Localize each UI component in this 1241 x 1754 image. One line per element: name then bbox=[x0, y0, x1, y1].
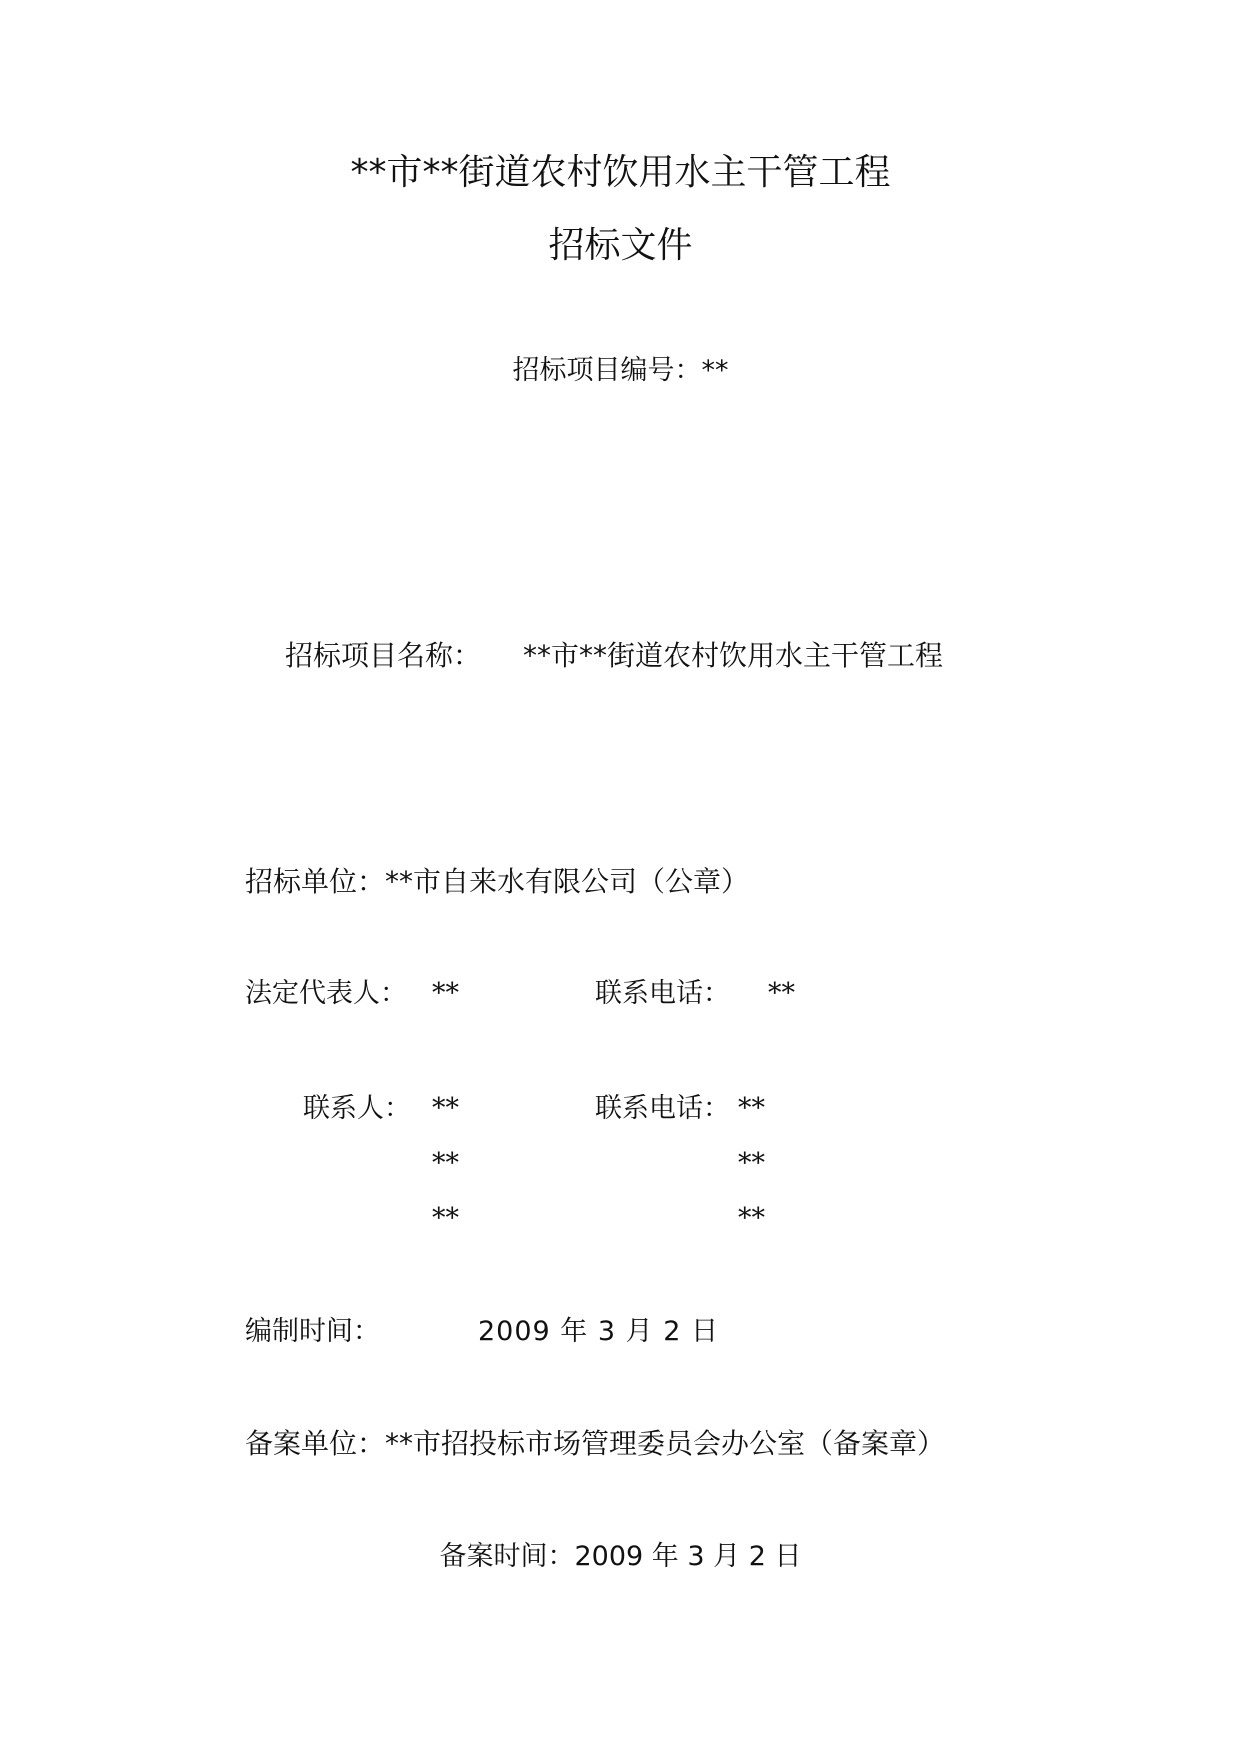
prep-time-label: 编制时间： bbox=[245, 1316, 380, 1347]
contact-value: ** bbox=[432, 1203, 459, 1234]
document-subtitle: 招标文件 bbox=[548, 225, 693, 266]
contact-value: ** bbox=[432, 1093, 459, 1124]
filing-time: 备案时间：2009 年 3 月 2 日 bbox=[439, 1541, 802, 1572]
contact-label: 联系人： bbox=[303, 1093, 411, 1124]
contact-value: ** bbox=[432, 1148, 459, 1179]
prep-time-value: 2009 年 3 月 2 日 bbox=[478, 1316, 719, 1347]
project-name-row bbox=[285, 639, 944, 672]
phone2-label: 联系电话： bbox=[595, 1093, 730, 1124]
legal-rep-label: 法定代表人： bbox=[245, 978, 407, 1009]
phone2-value: ** bbox=[738, 1203, 765, 1234]
tender-unit: 招标单位：**市自来水有限公司（公章） bbox=[245, 865, 750, 898]
project-name-value: **市**街道农村饮用水主干管工程 bbox=[523, 639, 944, 672]
project-name-label: 招标项目名称： bbox=[285, 639, 482, 672]
project-number: 招标项目编号：** bbox=[512, 355, 729, 386]
phone2-value: ** bbox=[738, 1093, 765, 1124]
filing-unit: 备案单位：**市招投标市场管理委员会办公室（备案章） bbox=[245, 1427, 946, 1460]
phone1-label: 联系电话： bbox=[595, 978, 730, 1009]
phone1-value: ** bbox=[768, 978, 795, 1009]
legal-rep-value: ** bbox=[432, 978, 459, 1009]
phone2-value: ** bbox=[738, 1148, 765, 1179]
document-title: **市**街道农村饮用水主干管工程 bbox=[350, 152, 891, 193]
